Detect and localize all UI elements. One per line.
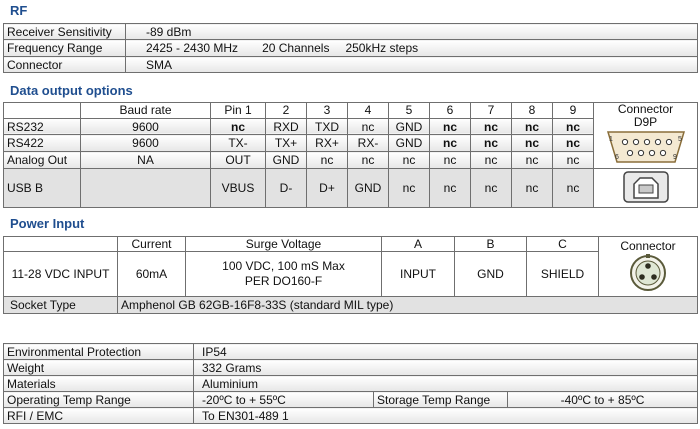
baud-rate-value [81, 169, 211, 208]
environmental-table [3, 343, 698, 424]
rf-table [3, 23, 698, 73]
pin-header: 4 [348, 103, 389, 119]
pin-cell: RX+ [307, 135, 348, 152]
pin-header: 5 [389, 103, 430, 119]
pin-header: 8 [512, 103, 553, 119]
rf-label: Frequency Range [4, 40, 126, 57]
pin-b-value: GND [455, 252, 527, 297]
pin-cell: nc [553, 152, 594, 169]
surge-voltage-line: PER DO160-F [244, 274, 323, 289]
baud-rate-value: NA [81, 152, 211, 169]
surge-voltage-value [186, 252, 382, 297]
spec-label: Storage Temp Range [374, 392, 508, 408]
pin-cell: nc [430, 135, 471, 152]
current-value: 60mA [118, 252, 186, 297]
pin-cell: nc [389, 169, 430, 208]
connector-type-label: D9P [633, 115, 658, 129]
spec-label: Environmental Protection [4, 344, 194, 360]
spec-value: 332 Grams [194, 360, 698, 376]
row-header-empty [4, 237, 118, 252]
spec-label: RFI / EMC [4, 408, 194, 424]
pin-header: 3 [307, 103, 348, 119]
pin-cell: nc [512, 135, 553, 152]
pin-cell: D+ [307, 169, 348, 208]
channels-value: 20 Channels [262, 41, 330, 55]
spec-label: Weight [4, 360, 194, 376]
pin-cell: VBUS [211, 169, 266, 208]
pin-cell: nc [389, 152, 430, 169]
power-input-name: 11-28 VDC INPUT [4, 252, 118, 297]
data-output-table [3, 102, 698, 208]
pin-cell: TX- [211, 135, 266, 152]
pin-cell: nc [553, 169, 594, 208]
power-connector-cell [599, 237, 698, 297]
pin-cell: nc [348, 118, 389, 135]
pin-cell: GND [266, 152, 307, 169]
pin-cell: RX- [348, 135, 389, 152]
pin-cell: nc [471, 152, 512, 169]
pin-cell: GND [389, 135, 430, 152]
pin-cell: D- [266, 169, 307, 208]
frequency-range-value: 2425 - 2430 MHz [146, 41, 239, 55]
pin-header: 6 [430, 103, 471, 119]
pin-cell: nc [553, 118, 594, 135]
rf-value: SMA [126, 57, 698, 73]
interface-name: USB B [4, 169, 81, 208]
data-output-section-title: Data output options [10, 83, 133, 98]
spec-value: IP54 [194, 344, 698, 360]
connector-header: Connector [620, 239, 676, 253]
pin-cell: nc [348, 152, 389, 169]
rf-section-title: RF [10, 3, 28, 18]
pin-a-header: A [382, 237, 455, 252]
pin-cell: GND [348, 169, 389, 208]
pin-cell: nc [307, 152, 348, 169]
pin-cell: nc [512, 152, 553, 169]
pin-b-header: B [455, 237, 527, 252]
surge-voltage-line: 100 VDC, 100 mS Max [222, 259, 345, 274]
usb-b-connector-cell [594, 169, 698, 208]
spec-value: To EN301-489 1 [194, 408, 698, 424]
d9p-connector-icon [605, 129, 687, 165]
pin-cell: nc [471, 135, 512, 152]
pin-header: 9 [553, 103, 594, 119]
power-input-table [3, 236, 698, 314]
pin-cell: nc [512, 169, 553, 208]
pin-cell: TXD [307, 118, 348, 135]
steps-value: 250kHz steps [345, 41, 419, 55]
current-header: Current [118, 237, 186, 252]
interface-name: Analog Out [4, 152, 81, 169]
surge-voltage-header: Surge Voltage [186, 237, 382, 252]
row-header-empty [4, 103, 81, 119]
spec-label: Operating Temp Range [4, 392, 194, 408]
pin-cell: OUT [211, 152, 266, 169]
baud-rate-value: 9600 [81, 118, 211, 135]
pin-cell: nc [553, 135, 594, 152]
pin-cell: nc [471, 118, 512, 135]
pin-cell: nc [430, 118, 471, 135]
pin-cell: nc [471, 169, 512, 208]
socket-type-label: Socket Type [4, 297, 118, 314]
rf-label: Receiver Sensitivity [4, 24, 126, 40]
svg-text:9: 9 [672, 154, 677, 161]
pin-header: 2 [266, 103, 307, 119]
connector-header: Connector [617, 102, 674, 116]
pin-c-header: C [527, 237, 599, 252]
pin-cell: nc [211, 118, 266, 135]
svg-text:6: 6 [614, 154, 619, 161]
pin-cell: nc [512, 118, 553, 135]
d9p-connector-cell [594, 103, 698, 169]
rf-value [126, 40, 698, 57]
interface-name: RS422 [4, 135, 81, 152]
pin-header: Pin 1 [211, 103, 266, 119]
pin-cell: RXD [266, 118, 307, 135]
spec-label: Materials [4, 376, 194, 392]
svg-text:1: 1 [608, 136, 613, 143]
svg-text:5: 5 [677, 136, 682, 143]
spec-value: -20ºC to + 55ºC [194, 392, 374, 408]
spec-value: -40ºC to + 85ºC [508, 392, 698, 408]
pin-cell: TX+ [266, 135, 307, 152]
interface-name: RS232 [4, 118, 81, 135]
pin-cell: GND [389, 118, 430, 135]
baud-rate-value: 9600 [81, 135, 211, 152]
power-input-section-title: Power Input [10, 216, 85, 231]
rf-label: Connector [4, 57, 126, 73]
pin-a-value: INPUT [382, 252, 455, 297]
pin-cell: nc [430, 169, 471, 208]
pin-header: 7 [471, 103, 512, 119]
rf-value: -89 dBm [126, 24, 698, 40]
usb-b-connector-icon [616, 170, 676, 204]
pin-c-value: SHIELD [527, 252, 599, 297]
mil-connector-icon [628, 253, 668, 293]
pin-cell: nc [430, 152, 471, 169]
spec-value: Aluminium [194, 376, 698, 392]
baud-rate-header: Baud rate [81, 103, 211, 119]
socket-type-value: Amphenol GB 62GB-16F8-33S (standard MIL type) [118, 297, 698, 314]
